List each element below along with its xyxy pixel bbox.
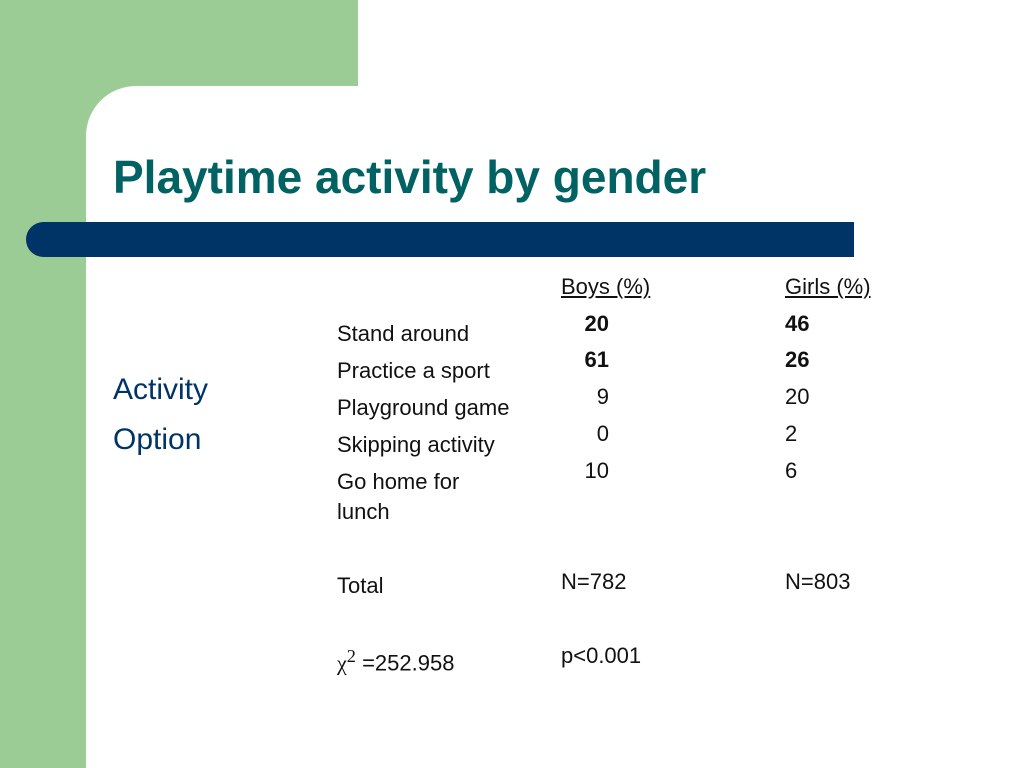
boys-skipping-activity: 0 — [596, 421, 609, 446]
boys-practice-sport: 61 — [584, 347, 609, 372]
total-label: Total — [337, 573, 384, 598]
girls-go-home: 6 — [785, 458, 798, 483]
side-label-activity: Activity — [113, 373, 209, 406]
row-label-skipping-activity: Skipping activity — [337, 432, 495, 457]
total-girls: N=803 — [785, 569, 851, 594]
row-label-playground-game: Playground game — [337, 395, 510, 420]
girls-skipping-activity: 2 — [785, 421, 798, 446]
title-underline-bar — [26, 222, 854, 257]
chi-square-stat — [337, 646, 454, 676]
boys-stand-around: 20 — [584, 311, 609, 336]
slide-title: Playtime activity by gender — [113, 151, 707, 203]
row-label-go-home-line2: lunch — [337, 499, 390, 524]
row-label-go-home-line1: Go home for — [337, 469, 460, 494]
boys-go-home: 10 — [584, 458, 609, 483]
row-label-practice-sport: Practice a sport — [337, 358, 490, 383]
chi-exponent: 2 — [346, 646, 356, 666]
girls-practice-sport: 26 — [785, 347, 810, 372]
header-girls: Girls (%) — [785, 274, 871, 299]
girls-playground-game: 20 — [785, 384, 810, 409]
boys-playground-game: 9 — [596, 384, 609, 409]
side-label-option: Option — [113, 423, 202, 456]
chi-symbol: χ — [337, 650, 347, 676]
left-green-band — [0, 0, 86, 768]
row-label-stand-around: Stand around — [337, 321, 470, 346]
header-boys: Boys (%) — [561, 274, 651, 299]
p-value: p<0.001 — [561, 643, 642, 668]
chi-value: =252.958 — [362, 650, 455, 676]
total-boys: N=782 — [561, 569, 627, 594]
top-green-band — [0, 0, 358, 86]
girls-stand-around: 46 — [785, 311, 810, 336]
